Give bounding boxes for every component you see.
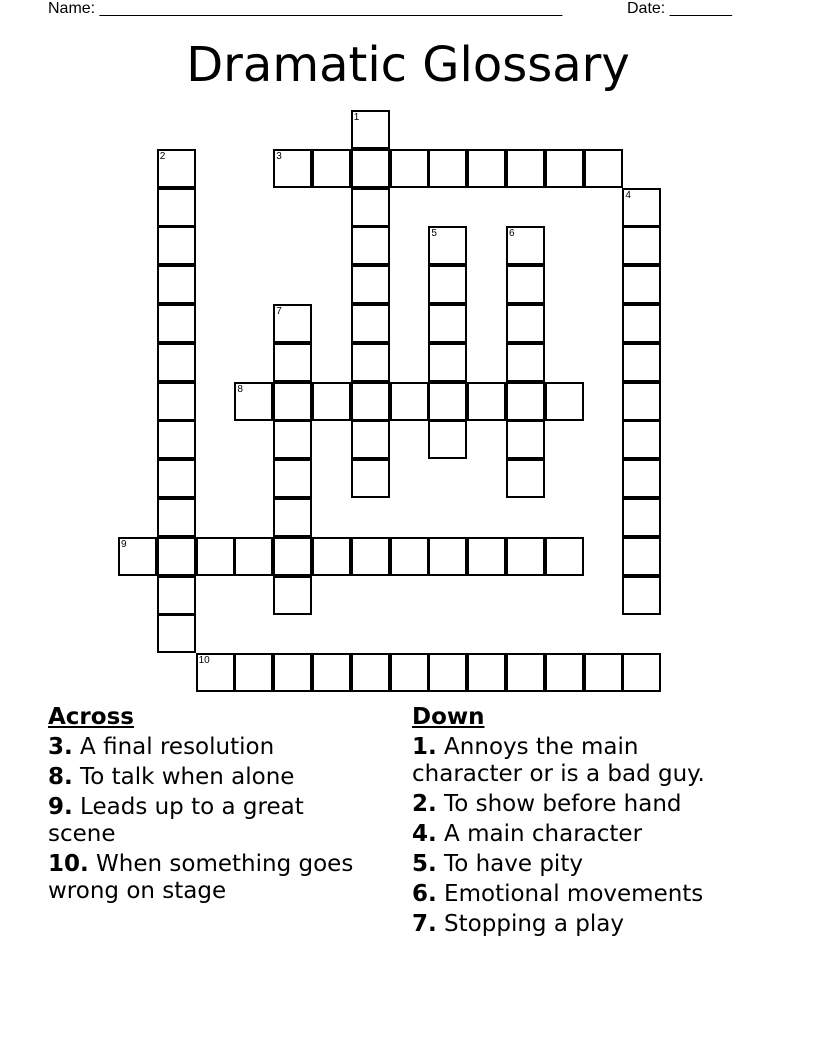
- crossword-cell[interactable]: [390, 382, 429, 421]
- clue-text: Emotional movements: [436, 881, 704, 907]
- crossword-cell[interactable]: [351, 653, 390, 692]
- date-field[interactable]: Date: _______: [627, 0, 732, 17]
- across-clue: [48, 794, 378, 848]
- crossword-cell[interactable]: [390, 653, 429, 692]
- crossword-cell[interactable]: [545, 382, 584, 421]
- crossword-cell[interactable]: [506, 420, 545, 459]
- crossword-cell[interactable]: [428, 265, 467, 304]
- crossword-cell[interactable]: [622, 382, 661, 421]
- clue-number: 6: [509, 228, 515, 240]
- crossword-cell[interactable]: [622, 653, 661, 692]
- crossword-cell[interactable]: [351, 110, 390, 149]
- crossword-cell[interactable]: [545, 653, 584, 692]
- clue-text: Stopping a play: [436, 911, 624, 937]
- crossword-cell[interactable]: [545, 537, 584, 576]
- crossword-cell[interactable]: [428, 149, 467, 188]
- crossword-cell[interactable]: [622, 265, 661, 304]
- crossword-cell[interactable]: [428, 226, 467, 265]
- crossword-cell[interactable]: [428, 420, 467, 459]
- down-clue: [412, 881, 742, 908]
- crossword-cell[interactable]: [234, 382, 273, 421]
- crossword-cell[interactable]: [157, 343, 196, 382]
- crossword-cell[interactable]: [506, 459, 545, 498]
- clue-text: A final resolution: [72, 734, 275, 760]
- clue-number-label: 5.: [412, 851, 437, 877]
- across-clue: [48, 734, 378, 761]
- down-clues: [412, 702, 742, 941]
- crossword-cell[interactable]: [506, 537, 545, 576]
- clue-number-label: 6.: [412, 881, 437, 907]
- down-clue: [412, 821, 742, 848]
- crossword-cell[interactable]: [506, 382, 545, 421]
- crossword-cell[interactable]: [273, 304, 312, 343]
- clue-number: 9: [121, 538, 127, 550]
- crossword-cell[interactable]: [428, 382, 467, 421]
- crossword-cell[interactable]: [157, 498, 196, 537]
- clue-number-label: 4.: [412, 821, 437, 847]
- clue-number: 7: [276, 306, 282, 317]
- clue-number-label: 7.: [412, 911, 437, 937]
- crossword-cell[interactable]: [351, 188, 390, 227]
- crossword-cell[interactable]: [157, 265, 196, 304]
- crossword-cell[interactable]: [622, 226, 661, 265]
- across-clues: [48, 702, 378, 908]
- name-field[interactable]: Name: ____________________________________________________: [48, 0, 563, 17]
- crossword-cell[interactable]: [157, 614, 196, 653]
- crossword-cell[interactable]: [351, 343, 390, 382]
- across-clue: [48, 764, 378, 791]
- crossword-cell[interactable]: [273, 420, 312, 459]
- crossword-cell[interactable]: [467, 149, 506, 188]
- crossword-cell[interactable]: [622, 537, 661, 576]
- crossword-cell[interactable]: [506, 653, 545, 692]
- crossword-cell[interactable]: [351, 459, 390, 498]
- crossword-cell[interactable]: [157, 459, 196, 498]
- crossword-cell[interactable]: [351, 226, 390, 265]
- clue-text: Annoys the main character or is a bad guy.: [412, 734, 705, 787]
- crossword-cell[interactable]: [312, 149, 351, 188]
- clue-number: 5: [431, 228, 437, 240]
- crossword-cell[interactable]: [622, 459, 661, 498]
- across-clue: [48, 851, 378, 905]
- clue-number: 3: [276, 150, 282, 162]
- crossword-cell[interactable]: [506, 226, 545, 265]
- clue-number-label: 1.: [412, 734, 437, 760]
- crossword-cell[interactable]: [622, 343, 661, 382]
- down-clue: [412, 851, 742, 878]
- crossword-cell[interactable]: [622, 498, 661, 537]
- crossword-cell[interactable]: [584, 149, 623, 188]
- crossword-cell[interactable]: [351, 149, 390, 188]
- crossword-cell[interactable]: [622, 576, 661, 615]
- crossword-cell[interactable]: [622, 304, 661, 343]
- crossword-cell[interactable]: [157, 188, 196, 227]
- crossword-cell[interactable]: [157, 149, 196, 188]
- crossword-cell[interactable]: [273, 459, 312, 498]
- crossword-cell[interactable]: [273, 537, 312, 576]
- crossword-cell[interactable]: [467, 382, 506, 421]
- clue-text: A main character: [436, 821, 643, 847]
- crossword-cell[interactable]: [196, 537, 235, 576]
- crossword-cell[interactable]: [351, 382, 390, 421]
- crossword-cell[interactable]: [428, 537, 467, 576]
- down-clue: [412, 791, 742, 818]
- crossword-cell[interactable]: [506, 149, 545, 188]
- down-heading: Down: [412, 704, 485, 730]
- crossword-cell[interactable]: [157, 382, 196, 421]
- page-title: Dramatic Glossary: [186, 37, 630, 93]
- clue-number-label: 8.: [48, 764, 73, 790]
- crossword-cell[interactable]: [351, 304, 390, 343]
- crossword-cell[interactable]: [467, 653, 506, 692]
- clue-number: 8: [237, 383, 243, 395]
- down-clue: [412, 734, 742, 788]
- crossword-cell[interactable]: [234, 653, 273, 692]
- crossword-cell[interactable]: [506, 304, 545, 343]
- clue-text: Leads up to a great scene: [48, 794, 304, 847]
- down-clue: [412, 911, 742, 938]
- crossword-cell[interactable]: [273, 498, 312, 537]
- crossword-cell[interactable]: [428, 653, 467, 692]
- clue-text: To show before hand: [436, 791, 682, 817]
- crossword-cell[interactable]: [196, 653, 235, 692]
- crossword-cell[interactable]: [428, 343, 467, 382]
- crossword-cell[interactable]: [506, 343, 545, 382]
- clue-number-label: 9.: [48, 794, 73, 820]
- crossword-cell[interactable]: [234, 537, 273, 576]
- crossword-cell[interactable]: [157, 537, 196, 576]
- crossword-cell[interactable]: [312, 653, 351, 692]
- clue-number: 4: [625, 189, 631, 201]
- crossword-cell[interactable]: [351, 265, 390, 304]
- crossword-cell[interactable]: [118, 537, 157, 576]
- crossword-cell[interactable]: [506, 265, 545, 304]
- clue-number-label: 10.: [48, 851, 89, 877]
- clue-number: 10: [198, 655, 210, 667]
- crossword-cell[interactable]: [157, 304, 196, 343]
- clue-number-label: 2.: [412, 791, 437, 817]
- crossword-cell[interactable]: [273, 149, 312, 188]
- crossword-cell[interactable]: [273, 382, 312, 421]
- clue-text: To talk when alone: [72, 764, 295, 790]
- crossword-cell[interactable]: [467, 537, 506, 576]
- crossword-cell[interactable]: [312, 537, 351, 576]
- clue-text: To have pity: [436, 851, 583, 877]
- clue-text: When something goes wrong on stage: [48, 851, 354, 904]
- crossword-cell[interactable]: [157, 576, 196, 615]
- crossword-cell[interactable]: [622, 420, 661, 459]
- clue-number: 2: [159, 150, 166, 162]
- across-clue-list: [48, 734, 378, 905]
- crossword-cell[interactable]: [351, 420, 390, 459]
- crossword-cell[interactable]: [273, 343, 312, 382]
- clue-number-label: 3.: [48, 734, 73, 760]
- crossword-cell[interactable]: [390, 537, 429, 576]
- crossword-cell[interactable]: [428, 304, 467, 343]
- crossword-cell[interactable]: [351, 537, 390, 576]
- clue-number: 1: [353, 112, 360, 123]
- crossword-cell[interactable]: [273, 653, 312, 692]
- crossword-cell[interactable]: [312, 382, 351, 421]
- across-heading: Across: [48, 704, 134, 730]
- crossword-cell[interactable]: [273, 576, 312, 615]
- crossword-cell[interactable]: [545, 149, 584, 188]
- crossword-cell[interactable]: [157, 420, 196, 459]
- crossword-cell[interactable]: [157, 226, 196, 265]
- crossword-cell[interactable]: [584, 653, 623, 692]
- crossword-cell[interactable]: [622, 188, 661, 227]
- crossword-cell[interactable]: [390, 149, 429, 188]
- down-clue-list: [412, 734, 742, 938]
